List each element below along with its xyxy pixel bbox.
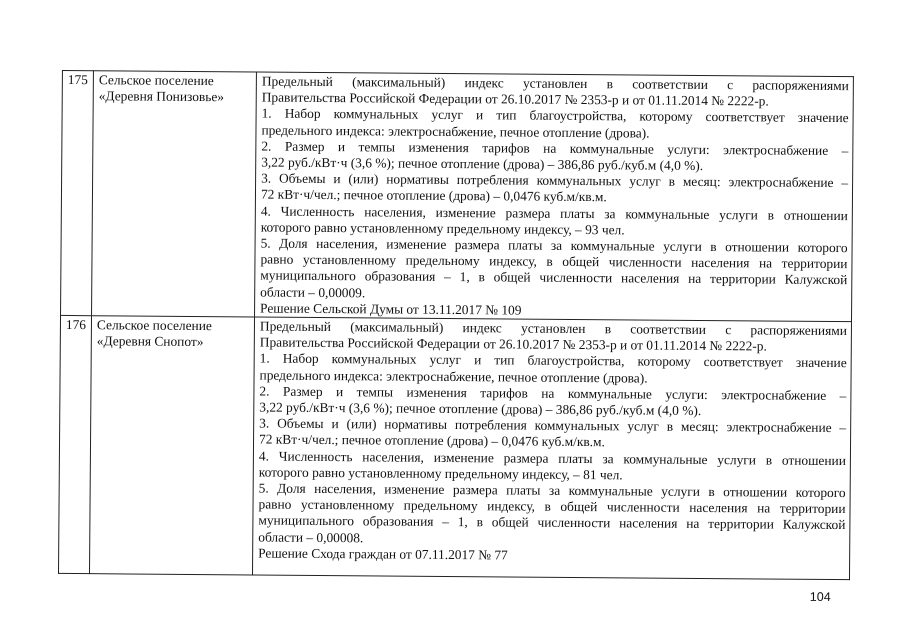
settlement-name-cell	[89, 316, 254, 575]
description-line: 5. Доля населения, изменение размера платы за коммунальные услуги в отношении которого	[260, 235, 848, 256]
description-line: области – 0,00008.	[258, 529, 364, 546]
description-line: 3. Объемы и (или) нормативы потребления коммунальных услуг в месяц: электроснабжение –	[261, 170, 849, 191]
index-description-cell	[252, 317, 851, 580]
description-line: Правительства Российской Федерации от 26.10.2017 № 2353-р и от 01.11.2014 № 2222-р.	[259, 334, 767, 354]
description-line: предельного индекса: электроснабжение, печное отопление (дрова).	[259, 367, 648, 386]
row-number: 176	[58, 315, 91, 573]
description-line: Предельный (максимальный) индекс установлен в соответствии с распоряжениями	[259, 318, 847, 339]
settlement-type: Сельское поселение	[96, 317, 212, 334]
page-number: 104	[809, 589, 831, 604]
description-line: Правительства Российской Федерации от 26.10.2017 № 2353-р и от 01.11.2014 № 2222-р.	[261, 89, 769, 109]
row-number: 175	[61, 70, 94, 315]
description-line: 3,22 руб./кВт·ч (3,6 %); печное отопление (дрова) – 386,86 руб./куб.м (4,0 %).	[261, 154, 704, 173]
settlement-name: «Деревня Понизовье»	[98, 88, 225, 105]
table-row	[61, 70, 854, 321]
description-line: 1. Набор коммунальных услуг и тип благоустройства, которому соответствует значение	[259, 350, 847, 371]
description-line: 4. Численность населения, изменение размера платы за коммунальные услуги в отношении	[258, 448, 846, 468]
index-description-cell	[255, 72, 854, 322]
settlement-name-cell	[92, 71, 257, 317]
description-line: предельного индекса: электроснабжение, печное отопление (дрова).	[261, 122, 650, 141]
description-line: 72 кВт·ч/чел.; печное отопление (дрова) – 0,0476 куб.м/кв.м.	[260, 186, 607, 205]
description-line: 1. Набор коммунальных услуг и тип благоустройства, которому соответствует значение	[261, 105, 849, 126]
settlement-name: «Деревня Снопот»	[96, 333, 204, 350]
description-line: равно установленному предельному индексу, в общей численности населения на территории	[260, 251, 848, 272]
description-line: 3,22 руб./кВт·ч (3,6 %); печное отопление (дрова) – 386,86 руб./куб.м (4,0 %).	[259, 399, 702, 419]
description-line: муниципального образования – 1, в общей численности населения на территории Калужской	[258, 512, 846, 533]
description-line: 4. Численность населения, изменение размера платы за коммунальные услуги в отношении	[260, 203, 848, 223]
settlements-table	[58, 70, 854, 580]
settlement-type: Сельское поселение	[98, 72, 214, 89]
decision-reference: Решение Схода граждан от 07.11.2017 № 77	[258, 545, 508, 563]
description-line: 3. Объемы и (или) нормативы потребления коммунальных услуг в месяц: электроснабжение –	[259, 415, 847, 436]
description-line: муниципального образования – 1, в общей численности населения на территории Калужской	[260, 267, 848, 288]
decision-reference: Решение Сельской Думы от 13.11.2017 № 109	[260, 300, 522, 318]
description-line: которого равно установленному предельному индексу, – 93 чел.	[260, 219, 625, 238]
description-line: которого равно установленному предельному индексу, – 81 чел.	[258, 464, 623, 483]
description-line: Предельный (максимальный) индекс установлен в соответствии с распоряжениями	[261, 73, 849, 94]
description-line: 2. Размер и темпы изменения тарифов на коммунальные услуги: электроснабжение –	[261, 138, 849, 158]
table-row	[58, 315, 851, 579]
description-line: 2. Размер и темпы изменения тарифов на коммунальные услуги: электроснабжение –	[259, 383, 847, 403]
description-line: 72 кВт·ч/чел.; печное отопление (дрова) – 0,0476 куб.м/кв.м.	[258, 431, 605, 450]
description-line: области – 0,00009.	[260, 284, 366, 300]
description-line: равно установленному предельному индексу, в общей численности населения на территории	[258, 496, 846, 517]
description-line: 5. Доля населения, изменение размера платы за коммунальные услуги в отношении которого	[258, 480, 846, 501]
